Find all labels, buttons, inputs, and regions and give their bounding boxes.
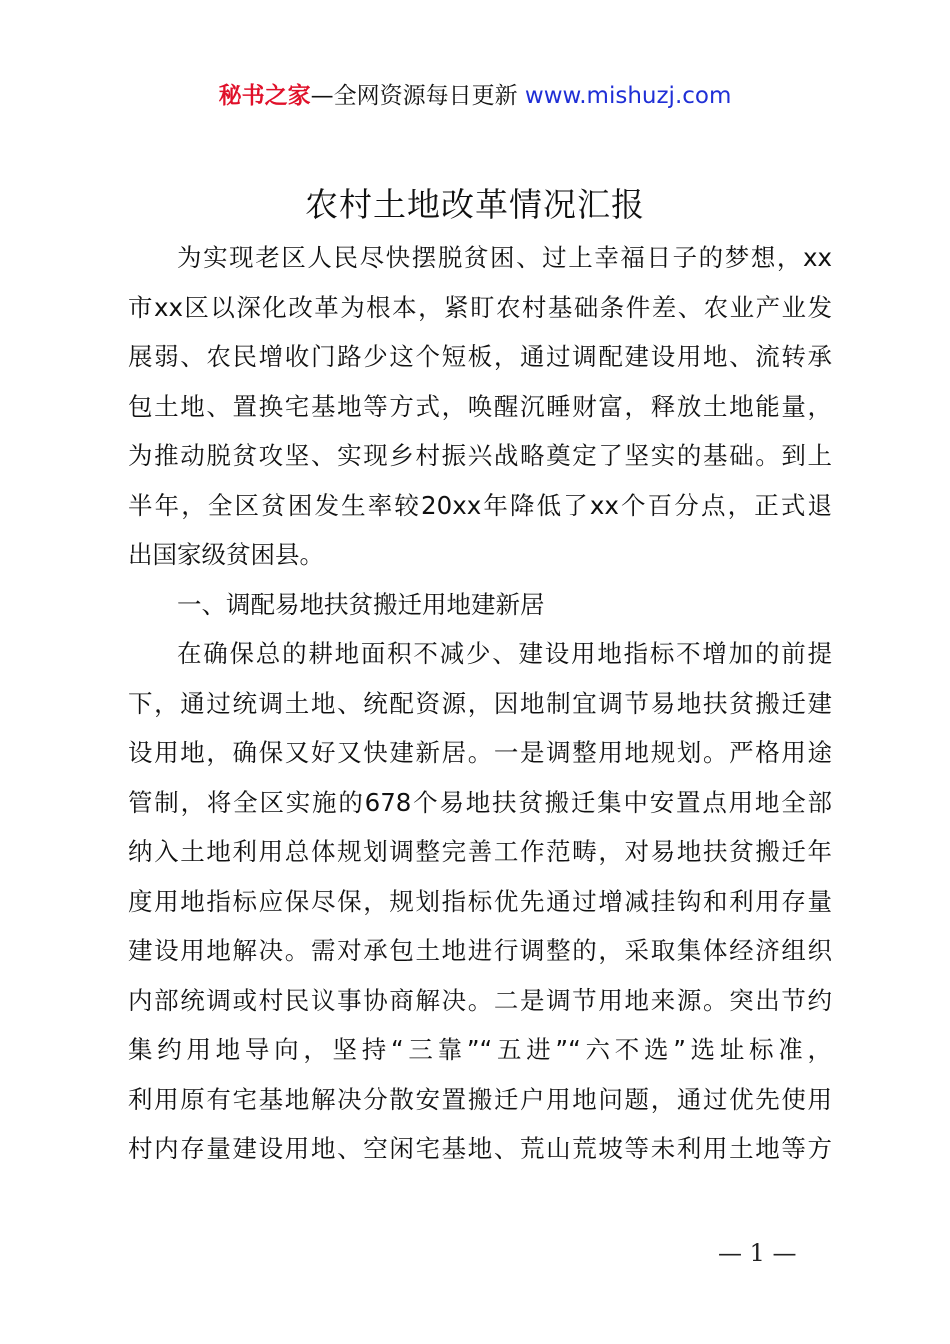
paragraph-line: 包土地、置换宅基地等方式，唤醒沉睡财富，释放土地能量，: [128, 391, 832, 421]
paragraph-line: 为推动脱贫攻坚、实现乡村振兴战略奠定了坚实的基础。到上: [128, 441, 832, 470]
page-number: — 1 —: [718, 1239, 797, 1267]
paragraph-line: 设用地，确保又好又快建新居。一是调整用地规划。严格用途: [128, 738, 832, 767]
paragraph-line: 市xx区以深化改革为根本，紧盯农村基础条件差、农业产业发: [128, 292, 832, 322]
site-tagline: —全网资源每日更新: [310, 83, 525, 109]
site-url-link[interactable]: www.mishuzj.com: [524, 83, 732, 109]
paragraph-line: 内部统调或村民议事协商解决。二是调节用地来源。突出节约: [128, 985, 832, 1015]
paragraph-line: 在确保总的耕地面积不减少、建设用地指标不增加的前提: [177, 639, 832, 668]
paragraph-line: 度用地指标应保尽保，规划指标优先通过增减挂钩和利用存量: [128, 886, 832, 916]
paragraph-line: 为实现老区人民尽快摆脱贫困、过上幸福日子的梦想，xx: [177, 243, 832, 272]
paragraph-line: 半年，全区贫困发生率较20xx年降低了xx个百分点，正式退: [128, 490, 832, 520]
site-header: [0, 80, 950, 112]
paragraph-line: 纳入土地利用总体规划调整完善工作范畴，对易地扶贫搬迁年: [128, 837, 832, 866]
paragraph-line: 下，通过统调土地、统配资源，因地制宜调节易地扶贫搬迁建: [128, 688, 832, 718]
paragraph-line: 建设用地解决。需对承包土地进行调整的，采取集体经济组织: [128, 936, 832, 965]
document-title: 农村土地改革情况汇报: [305, 185, 645, 224]
paragraph-line: 利用原有宅基地解决分散安置搬迁户用地问题，通过优先使用: [128, 1084, 832, 1114]
site-brand: 秘书之家: [218, 83, 311, 109]
paragraph-line: 出国家级贫困县。: [128, 540, 324, 569]
paragraph-line: 集约用地导向，坚持“三靠”“五进”“六不选”选址标准，: [128, 1035, 832, 1064]
paragraph-line: 管制，将全区实施的678个易地扶贫搬迁集中安置点用地全部: [128, 787, 832, 817]
paragraph-line: 村内存量建设用地、空闲宅基地、荒山荒坡等未利用土地等方: [128, 1134, 832, 1163]
paragraph-line: 展弱、农民增收门路少这个短板，通过调配建设用地、流转承: [128, 342, 832, 371]
document-body: [128, 233, 832, 1174]
section-heading: 一、调配易地扶贫搬迁用地建新居: [177, 589, 545, 619]
